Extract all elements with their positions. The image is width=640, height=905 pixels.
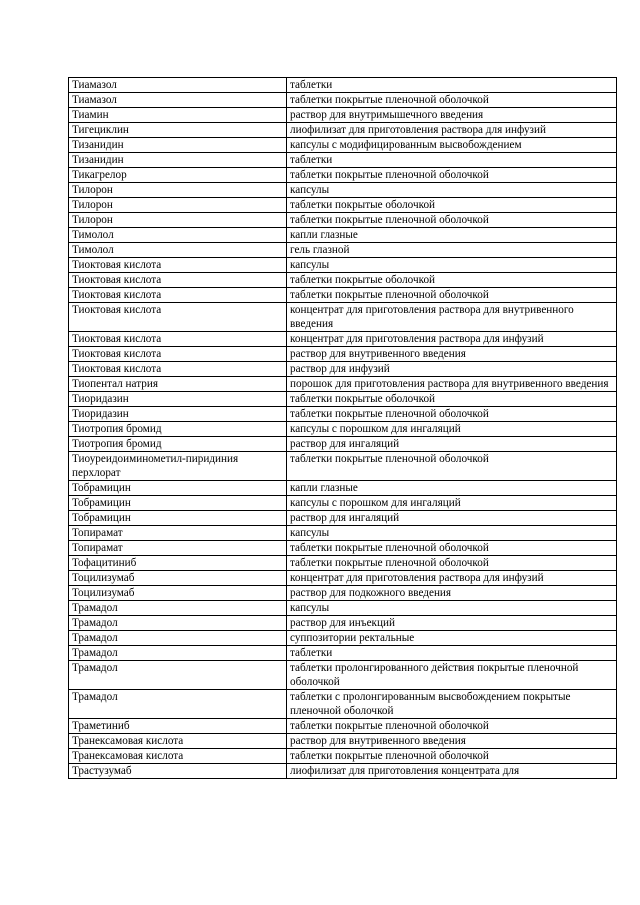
table-row xyxy=(69,481,617,496)
dosage-form-cell: раствор для инъекций xyxy=(287,616,617,631)
table-row xyxy=(69,601,617,616)
drug-name-cell: Тиоуреидоиминометил-пиридиния перхлорат xyxy=(69,452,287,481)
drug-name-cell: Топирамат xyxy=(69,541,287,556)
dosage-form-cell: лиофилизат для приготовления концентрата для xyxy=(287,764,617,779)
dosage-form-cell: раствор для внутривенного введения xyxy=(287,734,617,749)
dosage-form-cell: таблетки с пролонгированным высвобождением покрытые пленочной оболочкой xyxy=(287,690,617,719)
dosage-form-cell: таблетки покрытые пленочной оболочкой xyxy=(287,288,617,303)
dosage-form-cell: таблетки покрытые пленочной оболочкой xyxy=(287,749,617,764)
dosage-form-cell: капсулы xyxy=(287,183,617,198)
dosage-form-cell: суппозитории ректальные xyxy=(287,631,617,646)
dosage-form-cell: раствор для внутривенного введения xyxy=(287,347,617,362)
dosage-form-cell: гель глазной xyxy=(287,243,617,258)
table-row xyxy=(69,541,617,556)
dosage-form-cell: таблетки покрытые оболочкой xyxy=(287,198,617,213)
dosage-form-cell: концентрат для приготовления раствора для инфузий xyxy=(287,332,617,347)
drug-name-cell: Тобрамицин xyxy=(69,481,287,496)
drug-name-cell: Траметиниб xyxy=(69,719,287,734)
dosage-form-cell: капсулы с модифицированным высвобождением xyxy=(287,138,617,153)
table-row xyxy=(69,616,617,631)
dosage-form-cell: капсулы с порошком для ингаляций xyxy=(287,422,617,437)
table-row xyxy=(69,243,617,258)
table-row xyxy=(69,198,617,213)
drug-name-cell: Тиоктовая кислота xyxy=(69,288,287,303)
dosage-form-cell: таблетки покрытые оболочкой xyxy=(287,392,617,407)
drug-name-cell: Тиоктовая кислота xyxy=(69,258,287,273)
table-row xyxy=(69,734,617,749)
drug-name-cell: Тиопентал натрия xyxy=(69,377,287,392)
drug-name-cell: Тиоктовая кислота xyxy=(69,332,287,347)
dosage-form-cell: таблетки покрытые пленочной оболочкой xyxy=(287,407,617,422)
table-row xyxy=(69,362,617,377)
drug-name-cell: Тизанидин xyxy=(69,138,287,153)
table-row xyxy=(69,631,617,646)
dosage-form-cell: раствор для ингаляций xyxy=(287,511,617,526)
dosage-form-cell: раствор для ингаляций xyxy=(287,437,617,452)
drug-name-cell: Транексамовая кислота xyxy=(69,734,287,749)
drug-name-cell: Тиотропия бромид xyxy=(69,437,287,452)
drug-name-cell: Трамадол xyxy=(69,690,287,719)
dosage-form-cell: раствор для подкожного введения xyxy=(287,586,617,601)
dosage-form-cell: таблетки покрытые пленочной оболочкой xyxy=(287,213,617,228)
drug-name-cell: Тоцилизумаб xyxy=(69,571,287,586)
dosage-form-cell: раствор для внутримышечного введения xyxy=(287,108,617,123)
table-row xyxy=(69,303,617,332)
dosage-form-cell: капсулы с порошком для ингаляций xyxy=(287,496,617,511)
table-row xyxy=(69,183,617,198)
table-row xyxy=(69,288,617,303)
drug-name-cell: Тиоктовая кислота xyxy=(69,273,287,288)
drug-name-cell: Тизанидин xyxy=(69,153,287,168)
drug-name-cell: Тиамазол xyxy=(69,93,287,108)
drug-table-body xyxy=(69,78,617,779)
dosage-form-cell: капли глазные xyxy=(287,481,617,496)
table-row xyxy=(69,123,617,138)
drug-name-cell: Тиоктовая кислота xyxy=(69,303,287,332)
dosage-form-cell: таблетки xyxy=(287,78,617,93)
drug-name-cell: Тилорон xyxy=(69,213,287,228)
dosage-form-cell: концентрат для приготовления раствора для внутривенного введения xyxy=(287,303,617,332)
dosage-form-cell: таблетки xyxy=(287,646,617,661)
drug-name-cell: Трамадол xyxy=(69,631,287,646)
table-row xyxy=(69,258,617,273)
dosage-form-cell: таблетки пролонгированного действия покрытые пленочной оболочкой xyxy=(287,661,617,690)
table-row xyxy=(69,377,617,392)
drug-name-cell: Транексамовая кислота xyxy=(69,749,287,764)
drug-name-cell: Тобрамицин xyxy=(69,511,287,526)
dosage-form-cell: таблетки покрытые пленочной оболочкой xyxy=(287,452,617,481)
dosage-form-cell: капли глазные xyxy=(287,228,617,243)
drug-name-cell: Тиоридазин xyxy=(69,407,287,422)
table-row xyxy=(69,496,617,511)
table-row xyxy=(69,407,617,422)
dosage-form-cell: капсулы xyxy=(287,601,617,616)
drug-table xyxy=(68,77,617,779)
drug-name-cell: Тиоридазин xyxy=(69,392,287,407)
table-row xyxy=(69,347,617,362)
drug-name-cell: Тилорон xyxy=(69,198,287,213)
dosage-form-cell: таблетки покрытые пленочной оболочкой xyxy=(287,541,617,556)
dosage-form-cell: таблетки покрытые пленочной оболочкой xyxy=(287,556,617,571)
table-row xyxy=(69,452,617,481)
drug-name-cell: Трастузумаб xyxy=(69,764,287,779)
drug-name-cell: Тигециклин xyxy=(69,123,287,138)
drug-name-cell: Тиотропия бромид xyxy=(69,422,287,437)
table-row xyxy=(69,661,617,690)
drug-name-cell: Тиоктовая кислота xyxy=(69,347,287,362)
dosage-form-cell: концентрат для приготовления раствора для инфузий xyxy=(287,571,617,586)
table-row xyxy=(69,571,617,586)
table-row xyxy=(69,213,617,228)
dosage-form-cell: таблетки покрытые пленочной оболочкой xyxy=(287,168,617,183)
table-row xyxy=(69,108,617,123)
table-row xyxy=(69,764,617,779)
dosage-form-cell: таблетки покрытые пленочной оболочкой xyxy=(287,93,617,108)
drug-name-cell: Трамадол xyxy=(69,661,287,690)
table-row xyxy=(69,78,617,93)
table-row xyxy=(69,332,617,347)
drug-name-cell: Тобрамицин xyxy=(69,496,287,511)
drug-name-cell: Топирамат xyxy=(69,526,287,541)
drug-name-cell: Трамадол xyxy=(69,601,287,616)
table-row xyxy=(69,153,617,168)
table-row xyxy=(69,646,617,661)
table-row xyxy=(69,437,617,452)
drug-name-cell: Тофацитиниб xyxy=(69,556,287,571)
dosage-form-cell: капсулы xyxy=(287,526,617,541)
dosage-form-cell: таблетки покрытые пленочной оболочкой xyxy=(287,719,617,734)
table-row xyxy=(69,138,617,153)
table-row xyxy=(69,556,617,571)
table-row xyxy=(69,392,617,407)
drug-name-cell: Тиамазол xyxy=(69,78,287,93)
drug-name-cell: Тимолол xyxy=(69,228,287,243)
dosage-form-cell: таблетки xyxy=(287,153,617,168)
table-row xyxy=(69,273,617,288)
drug-name-cell: Трамадол xyxy=(69,616,287,631)
drug-name-cell: Тоцилизумаб xyxy=(69,586,287,601)
drug-name-cell: Тилорон xyxy=(69,183,287,198)
table-row xyxy=(69,719,617,734)
table-row xyxy=(69,749,617,764)
table-row xyxy=(69,228,617,243)
table-row xyxy=(69,168,617,183)
dosage-form-cell: капсулы xyxy=(287,258,617,273)
table-row xyxy=(69,526,617,541)
table-row xyxy=(69,586,617,601)
drug-name-cell: Тиоктовая кислота xyxy=(69,362,287,377)
drug-name-cell: Трамадол xyxy=(69,646,287,661)
drug-name-cell: Тиамин xyxy=(69,108,287,123)
table-row xyxy=(69,690,617,719)
table-row xyxy=(69,511,617,526)
dosage-form-cell: таблетки покрытые оболочкой xyxy=(287,273,617,288)
dosage-form-cell: лиофилизат для приготовления раствора для инфузий xyxy=(287,123,617,138)
dosage-form-cell: раствор для инфузий xyxy=(287,362,617,377)
drug-name-cell: Тимолол xyxy=(69,243,287,258)
table-row xyxy=(69,93,617,108)
dosage-form-cell: порошок для приготовления раствора для внутривенного введения xyxy=(287,377,617,392)
drug-name-cell: Тикагрелор xyxy=(69,168,287,183)
table-row xyxy=(69,422,617,437)
